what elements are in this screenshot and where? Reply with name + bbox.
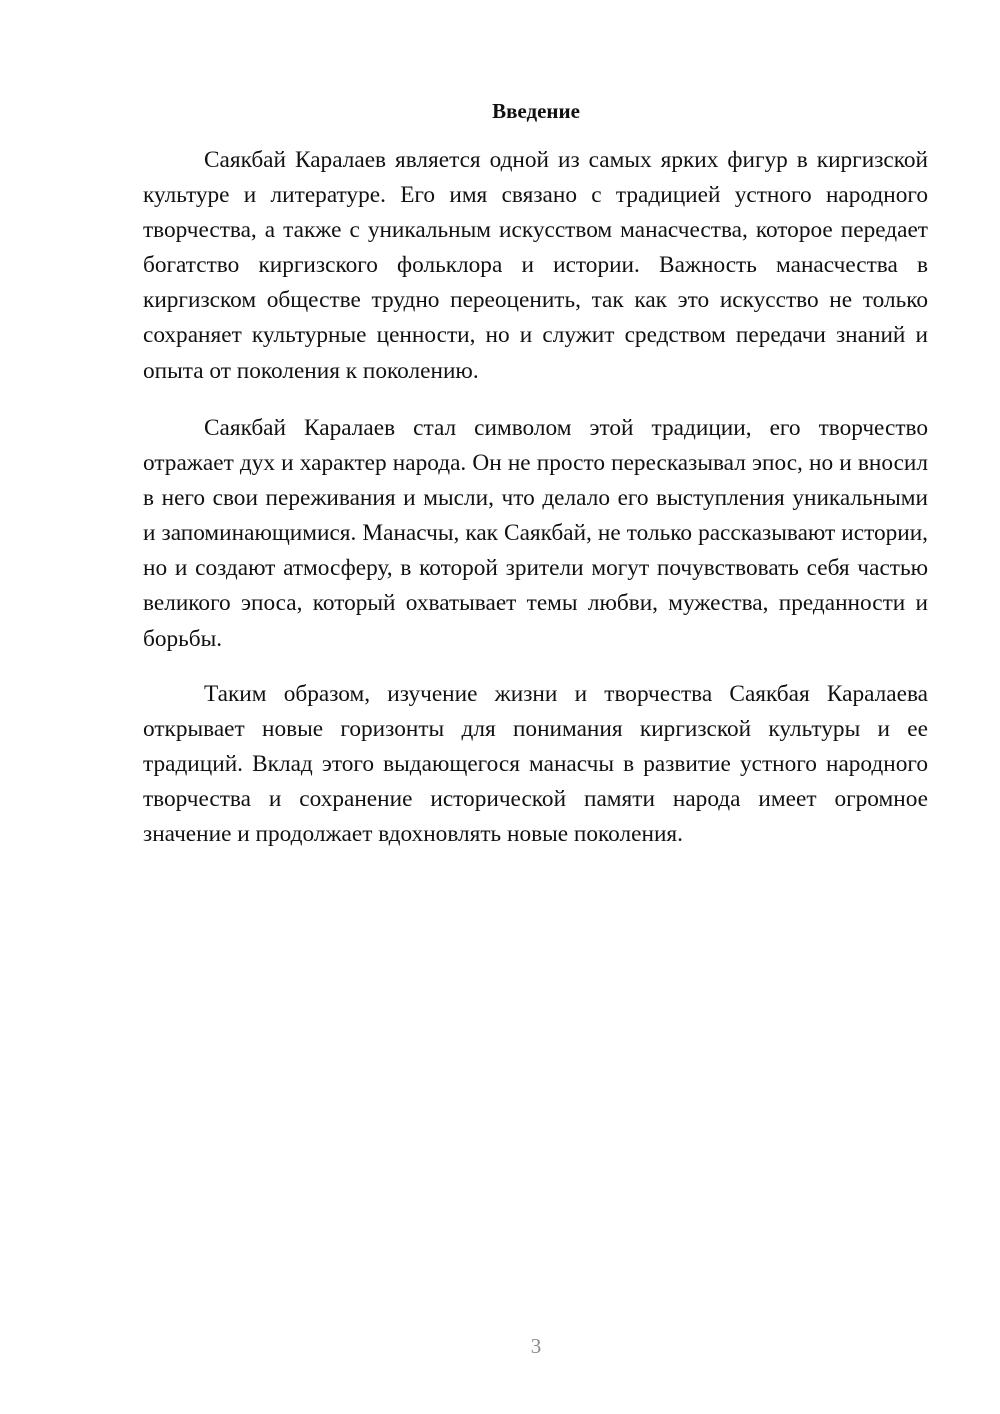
page-number: 3 [530,1334,542,1358]
section-title: Введение [492,99,580,123]
paragraph-2: Саякбай Каралаев стал символом этой традиции, его творчество отражает дух и характер народа. Он не просто пересказывал эпос, но и вносил в него свои переживания и мысли, что делало его выступления уникальными и запоминающимися. Манасчы, как Саякбай, не только рассказывают истории, но и создают атмосферу, в которой зрители могут почувствовать себя частью великого эпоса, который охватывает темы любви, мужества, преданности и борьбы. [143,415,928,652]
paragraph-1: Саякбай Каралаев является одной из самых ярких фигур в киргизской культуре и литературе. Его имя связано с традицией устного народного творчества, а также с уникальным искусством манасчества, которое передает богатство киргизского фольклора и истории. Важность манасчества в киргизском обществе трудно переоценить, так как это искусство не только сохраняет культурные ценности, но и служит средством передачи знаний и опыта от поколения к поколению. [143,147,928,384]
paragraph-3: Таким образом, изучение жизни и творчества Саякбая Каралаева открывает новые горизонты для понимания киргизской культуры и ее традиций. Вклад этого выдающегося манасчы в развитие устного народного творчества и сохранение исторической памяти народа имеет огромное значение и продолжает вдохновлять новые поколения. [143,681,928,848]
